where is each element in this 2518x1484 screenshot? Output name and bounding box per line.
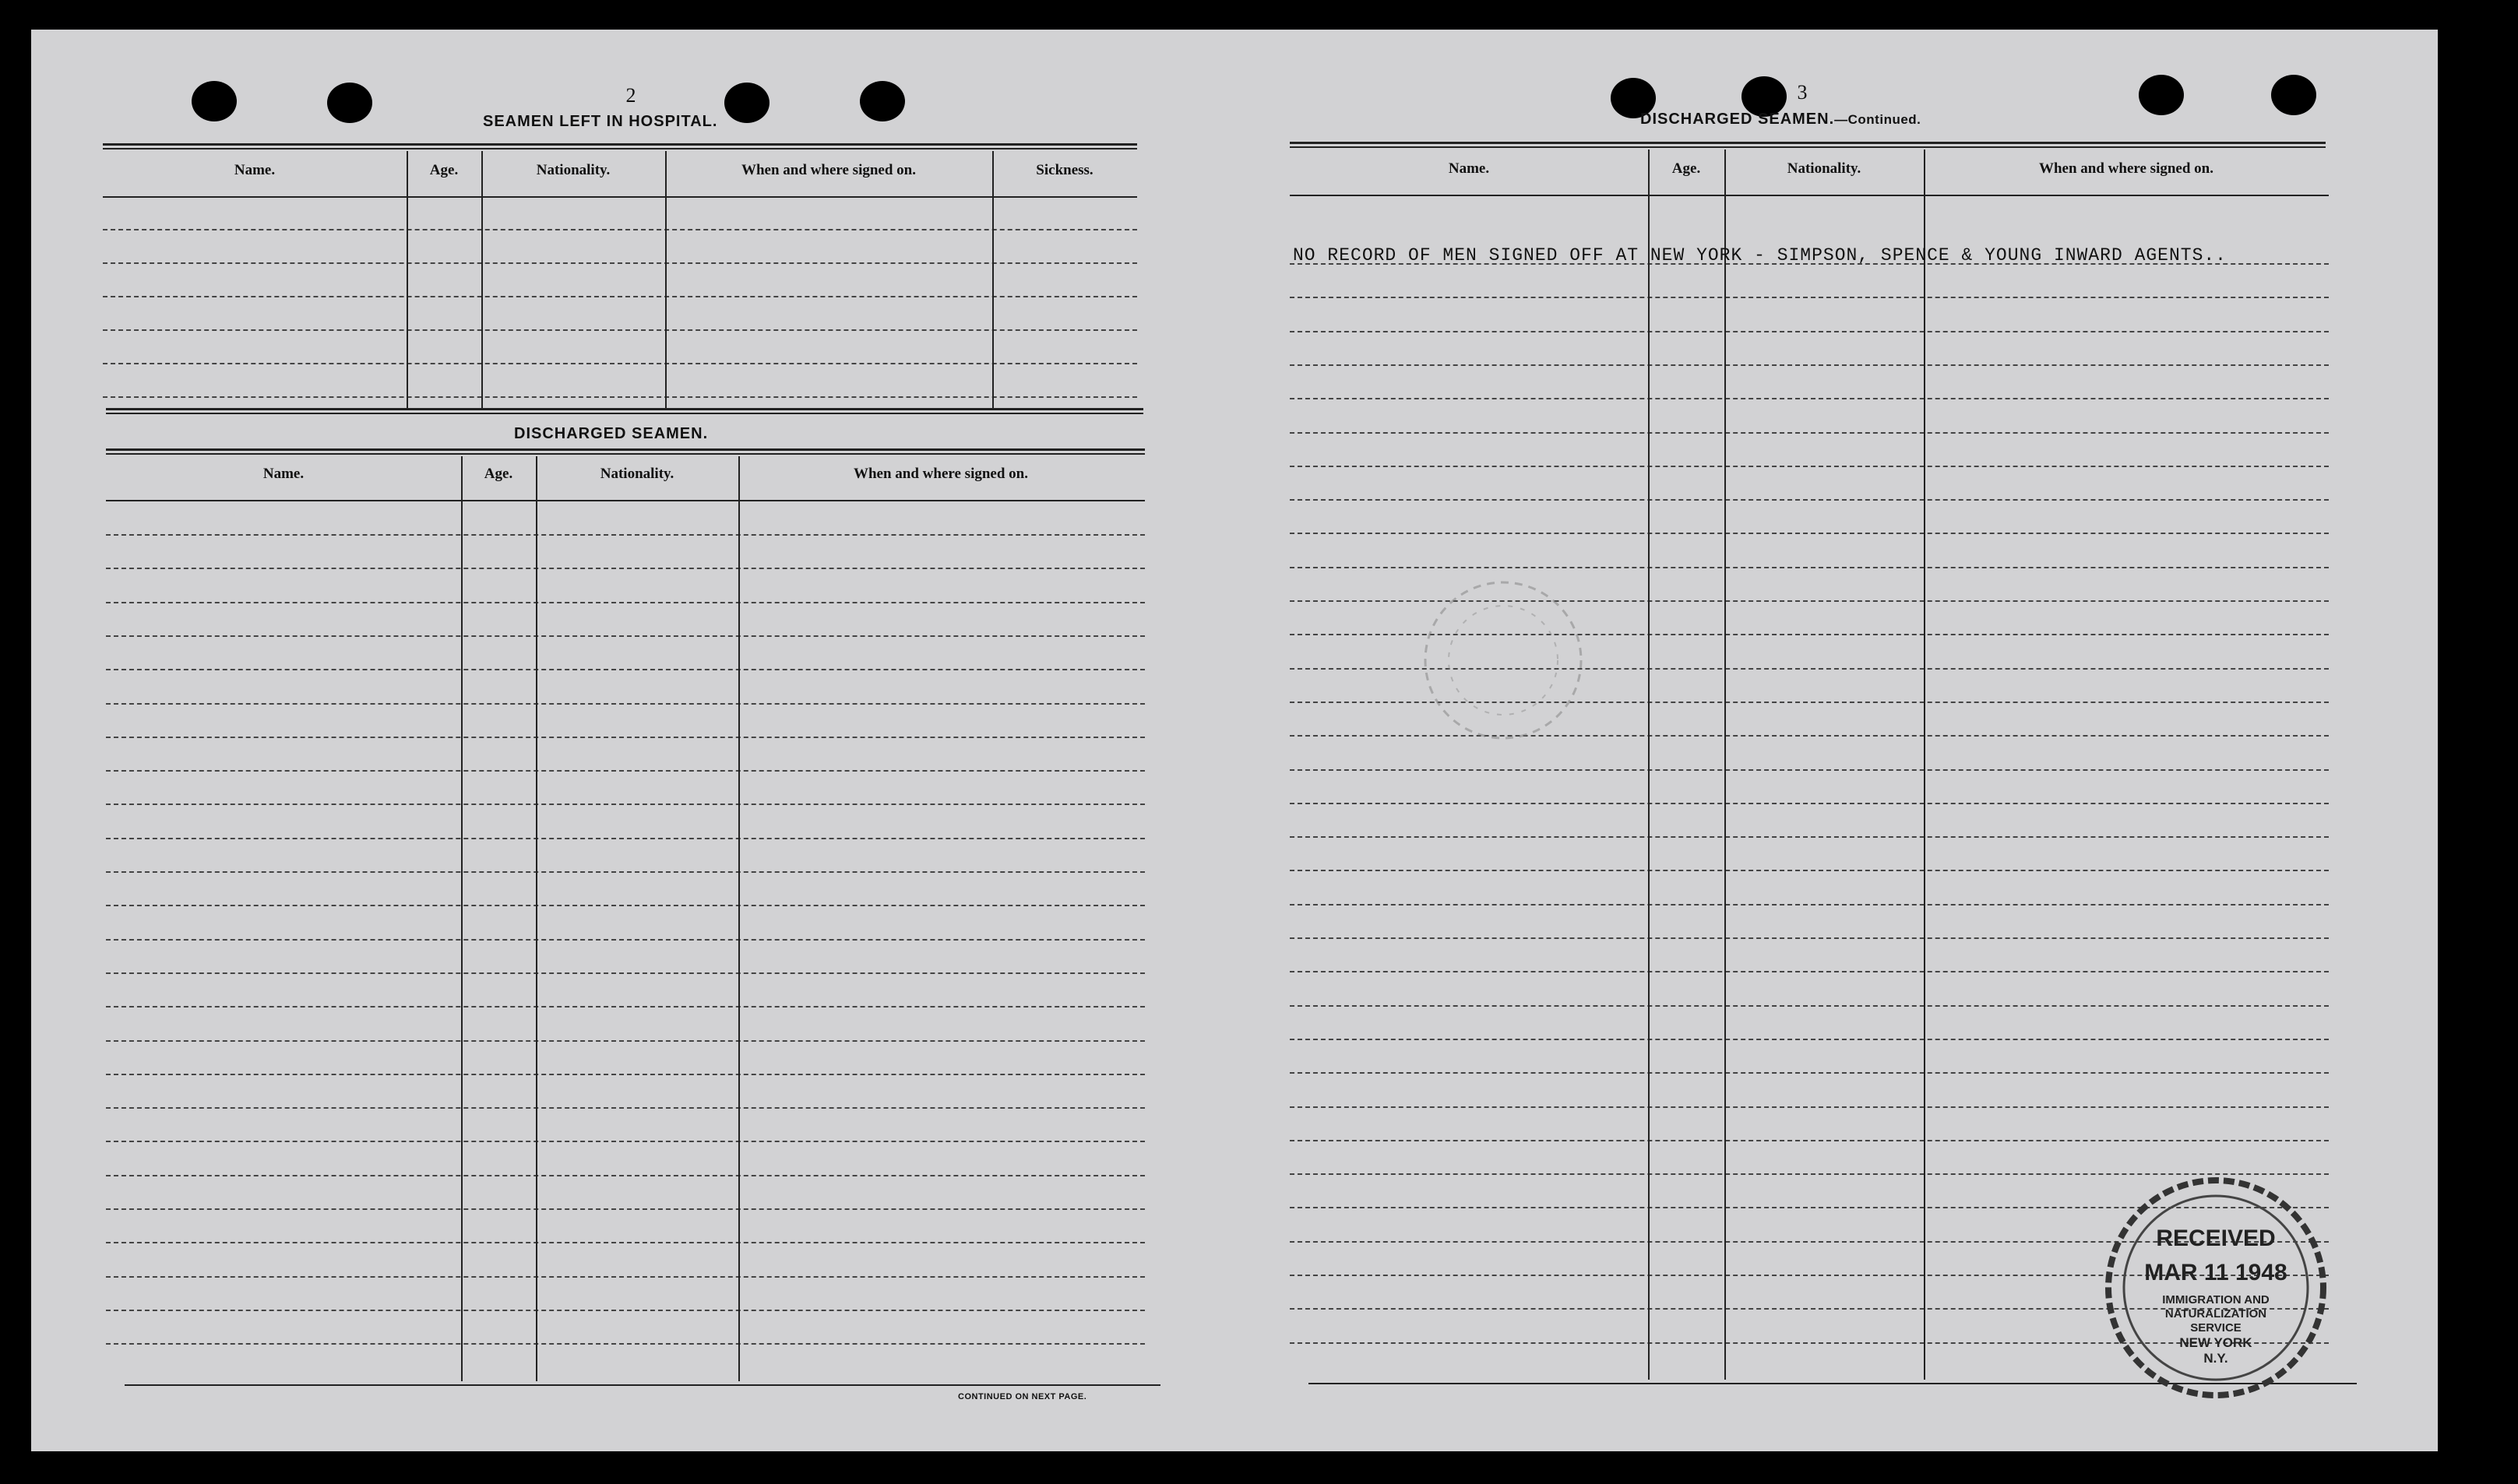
stamp-date: MAR 11 1948 — [2144, 1260, 2287, 1285]
ruled-row-line — [106, 871, 1145, 873]
stamp-line: SERVICE — [2190, 1321, 2242, 1335]
ruled-row-line — [1290, 937, 2329, 939]
ruled-row-line — [103, 396, 1137, 398]
ruled-row-line — [106, 1310, 1145, 1311]
stamp-line: N.Y. — [2203, 1351, 2228, 1366]
column-header: Age. — [429, 162, 459, 178]
stamp-received: RECEIVED — [2156, 1226, 2276, 1251]
ruled-row-line — [1290, 499, 2329, 501]
punch-hole — [192, 81, 237, 121]
column-divider — [481, 151, 483, 410]
stamp-line: NATURALIZATION — [2164, 1307, 2267, 1320]
ruled-row-line — [1290, 836, 2329, 838]
section-title-discharged: DISCHARGED SEAMEN. — [514, 425, 709, 442]
ruled-row-line — [106, 1040, 1145, 1042]
ruled-row-line — [106, 1141, 1145, 1142]
ruled-row-line — [106, 905, 1145, 906]
ruled-row-line — [106, 1074, 1145, 1075]
ruled-row-line — [1290, 904, 2329, 906]
ruled-row-line — [106, 602, 1145, 603]
punch-hole — [2139, 75, 2184, 115]
column-divider — [1924, 149, 1925, 1380]
header-rule — [1290, 195, 2329, 196]
ruled-row-line — [106, 1006, 1145, 1008]
column-divider — [461, 456, 463, 1381]
ruled-row-line — [106, 939, 1145, 941]
column-divider — [1724, 149, 1726, 1380]
ruled-row-line — [1290, 533, 2329, 534]
column-header: Nationality. — [536, 162, 611, 178]
ruled-row-line — [106, 1175, 1145, 1176]
ruled-row-line — [106, 838, 1145, 839]
column-header: Nationality. — [600, 466, 674, 482]
ruled-row-line — [1290, 1106, 2329, 1108]
ruled-row-line — [106, 804, 1145, 805]
table-rule — [106, 448, 1145, 455]
document-sheet — [31, 30, 2438, 1451]
column-header: Nationality. — [1787, 160, 1861, 177]
column-header: When and where signed on. — [853, 466, 1028, 482]
header-rule — [103, 196, 1137, 198]
ruled-row-line — [106, 972, 1145, 974]
stamp-line: IMMIGRATION AND — [2162, 1293, 2270, 1306]
ruled-row-line — [1290, 466, 2329, 467]
page-number: 3 — [1797, 81, 1808, 104]
ruled-row-line — [1290, 398, 2329, 399]
column-divider — [1648, 149, 1650, 1380]
column-header: When and where signed on. — [2038, 160, 2213, 177]
section-title-discharged-continued — [1640, 111, 1921, 128]
punch-hole — [860, 81, 905, 121]
ruled-row-line — [106, 737, 1145, 738]
ruled-row-line — [106, 1107, 1145, 1109]
ruled-row-line — [106, 568, 1145, 569]
typed-note: NO RECORD OF MEN SIGNED OFF AT NEW YORK - SIMPSON, SPENCE & YOUNG INWARD AGENTS.. — [1293, 245, 2227, 266]
ruled-row-line — [103, 262, 1137, 264]
ruled-row-line — [1290, 1039, 2329, 1040]
column-header: When and where signed on. — [741, 162, 916, 178]
section-title-hospital: SEAMEN LEFT IN HOSPITAL. — [483, 113, 718, 130]
ruled-row-line — [1290, 971, 2329, 972]
table-rule — [1290, 142, 2326, 148]
column-header: Age. — [1671, 160, 1701, 177]
table-bottom-rule — [125, 1384, 1160, 1386]
page-number: 2 — [625, 84, 636, 107]
stamp-line: NEW YORK — [2179, 1335, 2252, 1350]
column-header: Sickness. — [1036, 162, 1093, 178]
ruled-row-line — [106, 703, 1145, 705]
ruled-row-line — [106, 1208, 1145, 1210]
column-divider — [407, 151, 408, 410]
column-divider — [992, 151, 994, 410]
column-header: Name. — [234, 162, 276, 178]
ruled-row-line — [103, 296, 1137, 297]
ruled-row-line — [106, 669, 1145, 670]
punch-hole — [2271, 75, 2316, 115]
ruled-row-line — [106, 1276, 1145, 1278]
punch-hole — [327, 83, 372, 123]
punch-hole — [724, 83, 769, 123]
column-divider — [536, 456, 537, 1381]
ruled-row-line — [106, 1343, 1145, 1345]
table-rule — [103, 143, 1137, 149]
ruled-row-line — [1290, 331, 2329, 332]
ruled-row-line — [1290, 1005, 2329, 1007]
ruled-row-line — [1290, 803, 2329, 804]
column-divider — [665, 151, 667, 410]
ruled-row-line — [1290, 432, 2329, 434]
section-title-text: DISCHARGED SEAMEN. — [1640, 111, 1835, 128]
section-title-suffix: —Continued. — [1834, 112, 1921, 127]
ruled-row-line — [1290, 297, 2329, 298]
ruled-row-line — [1290, 1140, 2329, 1141]
received-stamp — [2087, 1171, 2344, 1405]
column-header: Age. — [484, 466, 513, 482]
column-header: Name. — [1448, 160, 1490, 177]
column-divider — [738, 456, 740, 1381]
ruled-row-line — [103, 329, 1137, 331]
ruled-row-line — [106, 770, 1145, 772]
table-rule — [106, 408, 1143, 414]
ruled-row-line — [106, 1242, 1145, 1243]
ruled-row-line — [1290, 1072, 2329, 1074]
continued-footer: CONTINUED ON NEXT PAGE. — [958, 1392, 1087, 1401]
column-header: Name. — [262, 466, 305, 482]
ruled-row-line — [1290, 870, 2329, 871]
ruled-row-line — [1290, 364, 2329, 366]
faint-stamp-mark — [1386, 567, 1620, 769]
header-rule — [106, 500, 1145, 501]
ruled-row-line — [106, 534, 1145, 536]
ruled-row-line — [103, 229, 1137, 230]
ruled-row-line — [103, 363, 1137, 364]
ruled-row-line — [106, 635, 1145, 637]
